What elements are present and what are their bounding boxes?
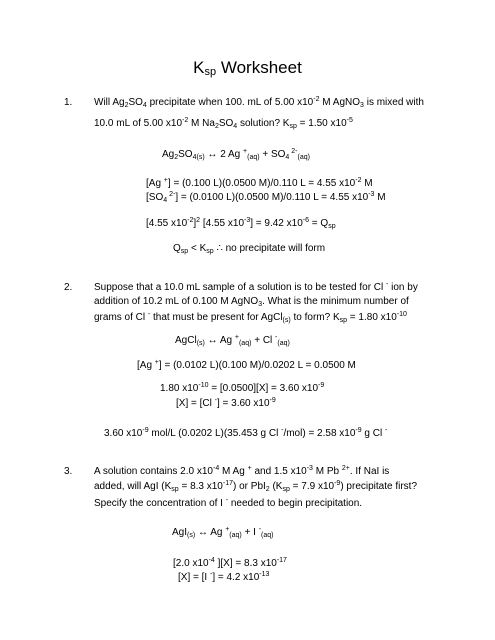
- q3-x-solution: [X] = [I -] = 4.2 $x10^{-13}$: [178, 571, 270, 583]
- q3-ksp-expression: [2.0 $x10^{-4}$ ][X] = 8.3 $x10^{-17}$: [173, 557, 287, 569]
- q1-equilibrium-equation: $Ag_2SO_{4(s)}$ ↔ 2 Ag $^+_{(aq)} + SO_4$ $^{2-}_{(aq)}$: [162, 148, 310, 161]
- q1-ag-concentration: [Ag +] = (0.100 L)(0.0500 M)/0.110 L = 4.55 $x10^{-2}$ M: [146, 177, 373, 189]
- q1-ion-product: [4.55 $x10^{-2}]^2$ [4.55 $x10^{-3}] = 9.42$ $x10^{-6} = Q_{sp}$: [146, 217, 336, 230]
- q2-x-solution: [X] = [Cl -] = 3.60 $x10^{-9}$: [176, 397, 276, 409]
- question-3-number: 3.: [64, 466, 73, 477]
- q2-line-3: grams of Cl - that must be present for AgCl$_{(s)}$ to form? $K_{sp} = 1.80$ $x10^{-10}$: [94, 311, 407, 324]
- q2-ksp-expression: 1.80 $x10^{-10} = [0.0500][X] = 3.60$ $x10^{-9}$: [160, 382, 325, 394]
- q2-mass-result: 3.60 $x10^{-9}$ mol/L (0.0202 L)(35.453 g Cl -/mol) = 2.58 $x10^{-9}$ g Cl -: [104, 427, 388, 439]
- q1-conclusion: $Q_{sp} < K_{sp}$ ∴ no precipitate will form: [173, 243, 326, 255]
- q3-line-2: added, will AgI ($K_{sp} = 8.3$ $x10^{-17}$) or PbI$_2$ ($K_{sp} = 7.9$ $x10^{-9}$) precipitate first?: [94, 480, 418, 493]
- q3-line-1: A solution contains 2.0 $x10^{-4}$ M Ag + and 1.5 $x10^{-3}$ M Pb $^{2+}$. If NaI is: [94, 465, 390, 477]
- q1-line-2: 10.0 mL of 5.00 $x10^{-2}$ M $Na_2SO_4$ solution? $K_{sp} = 1.50$ $x10^{-5}$: [94, 117, 353, 130]
- q1-line-1: Will $Ag_2SO_4$ precipitate when 100. mL of 5.00 $x10^{-2}$ M AgNO$_3$ is mixed with: [94, 96, 424, 109]
- q3-equilibrium-equation: AgI$_{(s)}$ ↔ Ag +$_{(aq)}$ + I -$_{(aq)}$: [172, 526, 274, 539]
- q2-ag-concentration: [Ag +] = (0.0102 L)(0.100 M)/0.0202 L = 0.0500 M: [137, 359, 356, 371]
- page-title: $K_{sp}$ Worksheet: [193, 58, 302, 78]
- q1-so4-concentration: [$SO_4$ $^{2-}$] = (0.0100 L)(0.0500 M)/0.110 L = 4.55 $x10^{-3}$ M: [146, 191, 386, 204]
- question-1-number: 1.: [64, 97, 73, 108]
- q3-line-3: Specify the concentration of I - needed to begin precipitation.: [94, 497, 363, 509]
- q2-equilibrium-equation: AgCl$_{(s)}$ ↔ Ag +$_{(aq)}$ + Cl -$_{(aq)}$: [175, 334, 290, 347]
- q2-line-2: addition of 10.2 mL of 0.100 M AgNO$_3$. What is the minimum number of: [94, 296, 409, 308]
- q2-line-1: Suppose that a 10.0 mL sample of a solution is to be tested for Cl - ion by: [94, 281, 418, 293]
- question-2-number: 2.: [64, 282, 73, 293]
